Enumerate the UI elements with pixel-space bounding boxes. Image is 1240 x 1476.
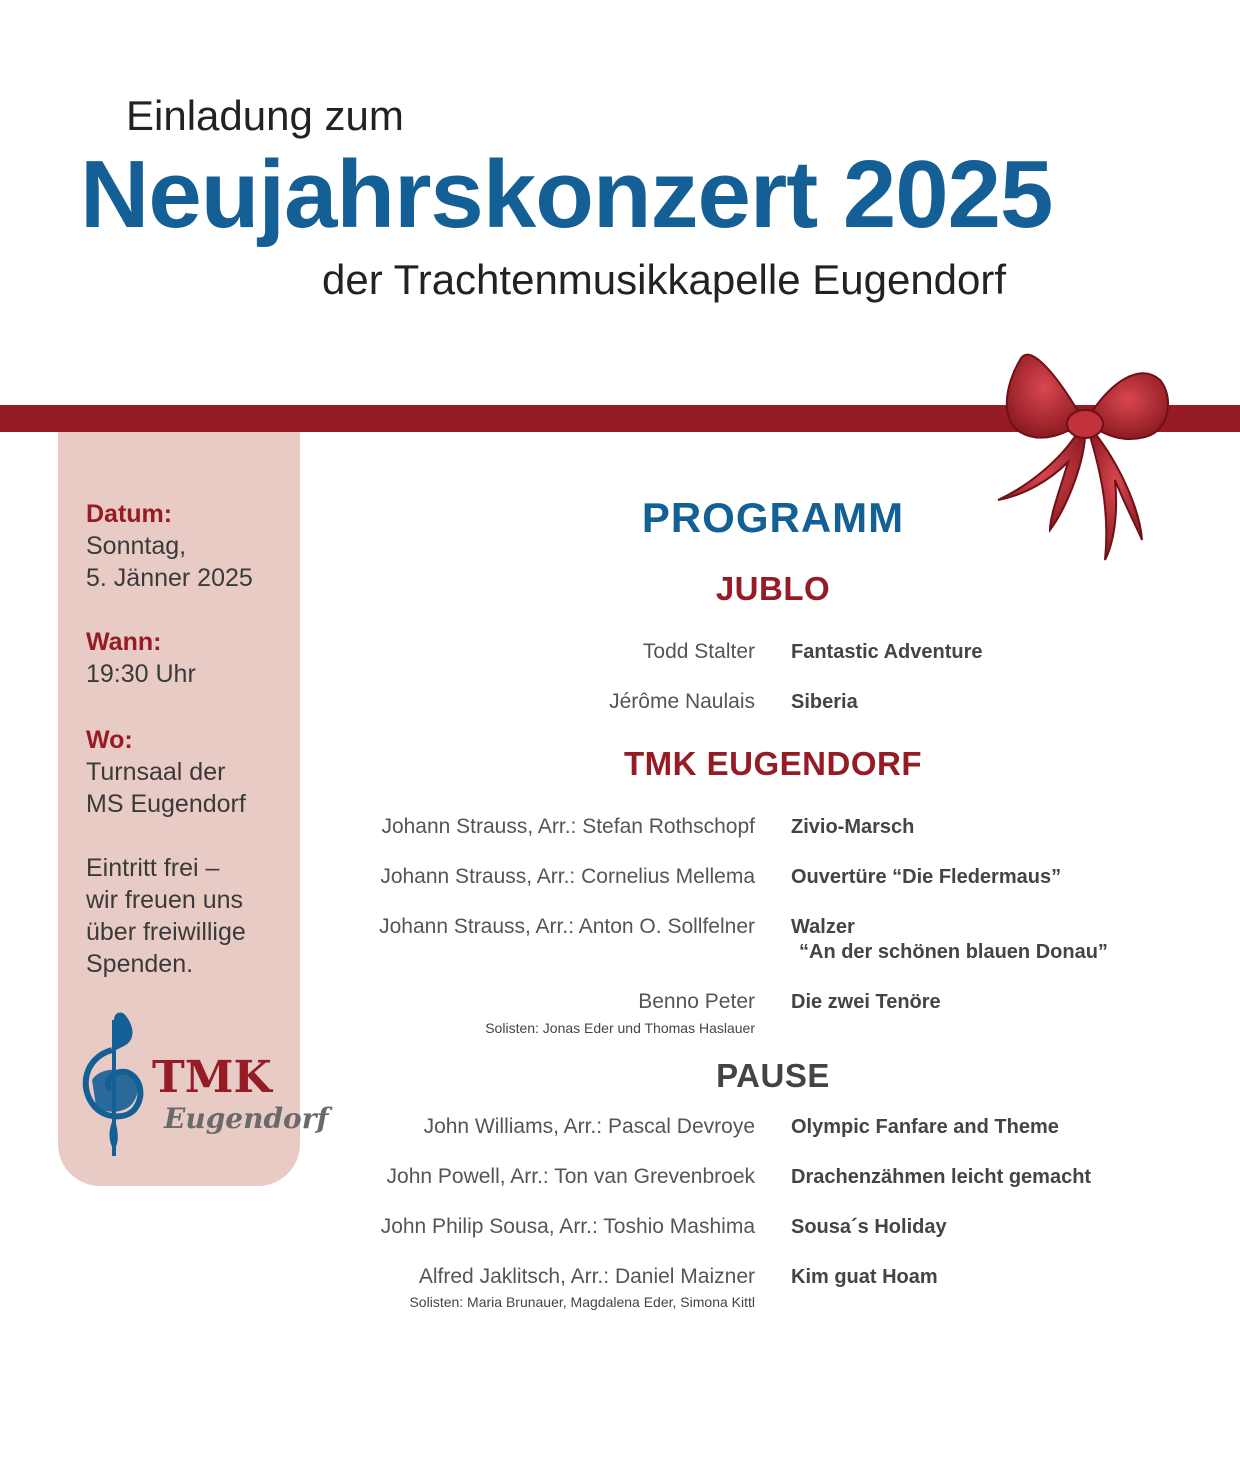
piece-title: Sousa´s Holiday (791, 1216, 947, 1238)
place-line1: Turnsaal der (86, 758, 226, 786)
composer: John Williams, Arr.: Pascal Devroye (423, 1115, 755, 1138)
place-label: Wo: (86, 726, 133, 754)
event-info-sidebar (58, 432, 329, 1186)
note-line2: wir freuen uns (86, 886, 244, 914)
note-line1: Eintritt frei – (86, 854, 220, 882)
composer: John Powell, Arr.: Ton van Grevenbroek (386, 1165, 755, 1188)
piece-title: Ouvertüre “Die Fledermaus” (791, 866, 1062, 888)
invitation-pretitle: Einladung zum (126, 92, 404, 139)
section-heading-tmk: TMK EUGENDORF (624, 745, 922, 782)
section-heading-jublo: JUBLO (715, 570, 831, 607)
note-line4: Spenden. (86, 950, 194, 978)
tmk-logo (74, 1010, 329, 1156)
note-line3: über freiwillige (86, 918, 246, 946)
time-value: 19:30 Uhr (86, 660, 196, 688)
composer: Todd Stalter (642, 640, 755, 663)
date-weekday: Sonntag, (86, 532, 187, 560)
piece-title (791, 915, 1108, 965)
piece-title: Die zwei Tenöre (791, 991, 941, 1013)
composer: Jérôme Naulais (609, 690, 755, 713)
time-label: Wann: (86, 628, 162, 656)
piece-title-line2: “An der schönen blauen Donau” (799, 941, 1108, 963)
admission-note (86, 852, 246, 980)
place-block (86, 724, 246, 820)
piece-title-line1: Walzer (791, 916, 855, 938)
composer: John Philip Sousa, Arr.: Toshio Mashima (380, 1215, 755, 1238)
composer: Johann Strauss, Arr.: Anton O. Sollfelner (379, 915, 755, 938)
piece-title: Olympic Fanfare and Theme (791, 1116, 1059, 1138)
piece-title: Zivio-Marsch (791, 816, 915, 838)
composer: Benno Peter (638, 990, 755, 1013)
date-label: Datum: (86, 500, 173, 528)
date-block (86, 498, 253, 594)
place-line2: MS Eugendorf (86, 790, 246, 818)
piece-title: Siberia (791, 691, 858, 713)
program-heading: PROGRAMM (641, 494, 905, 541)
piece-title: Fantastic Adventure (791, 641, 983, 663)
concert-title: Neujahrskonzert 2025 (80, 141, 1053, 248)
soloists: Solisten: Maria Brunauer, Magdalena Eder, Simona Kittl (409, 1294, 755, 1310)
section-heading-pause: PAUSE (716, 1057, 830, 1094)
piece-title: Kim guat Hoam (791, 1266, 938, 1288)
logo-brand-text: TMK (152, 1052, 272, 1103)
logo-place-text: Eugendorf (164, 1102, 329, 1135)
soloists: Solisten: Jonas Eder und Thomas Haslauer (485, 1020, 755, 1036)
composer: Johann Strauss, Arr.: Stefan Rothschopf (381, 815, 755, 838)
composer: Johann Strauss, Arr.: Cornelius Mellema (380, 865, 755, 888)
date-value: 5. Jänner 2025 (86, 564, 253, 592)
time-block (86, 626, 196, 690)
piece-title: Drachenzähmen leicht gemacht (791, 1166, 1092, 1188)
composer: Alfred Jaklitsch, Arr.: Daniel Maizner (418, 1265, 755, 1288)
concert-subtitle: der Trachtenmusikkapelle Eugendorf (322, 256, 1007, 303)
